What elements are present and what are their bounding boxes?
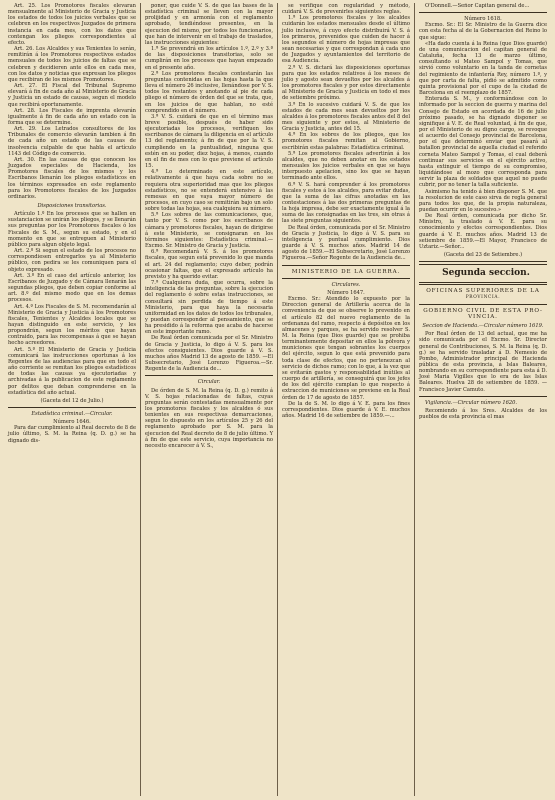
gazette-date: (Gaceta del 23 de Setiembre.) (443, 252, 523, 259)
col4-paragraph-2: «Ha dado cuenta á la Reina (que Dios guarde) de una comunicacion del capitan general de Cataluña, fecha 13 de marzo último, consultando si Mateo Sampol y Tomas, que sirvió como voluntario en la tanda de cornetas del regimiento de infantería Rey, número 1.º, y que por carta de falta, pidió se admitido como quinta provisional por el cupo de la ciudad de Barcelona en el reemplazo de 1857. (419, 40, 547, 97)
col2-rule-2: 2.ª Los promotores fiscales contestarán las preguntas contenidas en las hojas hasta la que lleva el número 26 inclusive, llenándose por V. S. todos los restantes y anotando al pie de cada pliego el número de órden del que se trata, que, en los juicios de que hablan, no esté comprendido en el número. (145, 70, 273, 114)
col2-rule-6: 6.ª Recomendará V. S. á los promotores fiscales, que segun está prevenido lo que manda el art. 24 del reglamento; cuyo deber, podrán ocasionar faltas, que el expresado artículo ha previsto y ha querido evitar. (145, 249, 273, 280)
col2-rule-1: 1.ª Se prevendrá en los artículos 1.º, 2.º y 3.º de las disposiciones transitorias, solo se cumplirán en los procesos que hayan empezado en el presente año. (145, 46, 273, 71)
transitional-article-2: Art. 2.º Si segun el estado de los procesos no correspondiesen entregarlos ya al Ministerio público, con pedira se les comuniquen para el objeto expresado. (8, 248, 136, 273)
divider (419, 304, 547, 305)
column-container (4, 3, 551, 796)
transitional-article-5: Art. 5.º El Ministerio de Gracia y Justicia comunicará las instrucciones oportunas á los Regentes de las audiencias para que en todo el año corriente se remitan los pliegos estadísticos de todas las causas ya ejecutoriadas y archivadas á la publicacion de este reglamento por delitos que deban comprenderse en la estadística del año actual. (8, 346, 136, 396)
col3-war-body: Excmo. Sr.: Atendido lo expuesto por la Direccion general de Artillería acerca de la conveniencia de que se observe lo prevenido en el artículo 82 del nuevo reglamento de la ordenanza del ramo, respecto á depósitos en los almacenes y parques, se ha servido resolver S. M. la Reina (que Dios guarde) que se prohiba terminantemente depositar en ellos la pólvora y municiones que tengan sobrantes los cuerpos del ejército, segun lo que está prevenido para toda clase de efectos, que no pertenezcan al servicio de dichos ramo; con lo que, á la vez que se evitarán gastos y responsabilidad inútiles al cuerpo de artillería, se conseguirá que los jefes de los del ejército cumplan lo que respecto á extraccion de municiones se previene en la Real órden de 17 de agosto de 1857. (282, 296, 410, 401)
col4-finance-body: Por Real órden de 13 del actual, que me ha sido comunicada por el Excmo. Sr. Director general de Contribuciones, S. M. la Reina (q. D. g.) se ha servido trasladar á D. Nemesio de Pombo, Administrador principal de Hacienda pública de esta provincia, á Islas Baleares, nombrando en su correspondiente para esta á D. José Maria Vigilles que lo era de las Islas Baleares. Huelva 28 de setiembre de 1859. —Francisco Javier Camuto. (419, 331, 547, 393)
circular-number: Número 1647. (327, 289, 365, 296)
double-divider (419, 282, 547, 286)
col3-war-signature: De la de S. M. lo digo á V. E. para los fines correspondientes. Dios guarde á V. E. muchos años. Madrid 16 de setiembre de 1859.—... (282, 400, 410, 419)
divider (8, 407, 136, 408)
col2-rule-5: 5.ª Los sobres de las comunicaciones, que, tanto por V. S. como por los escribanos de cámara y promotores fiscales, hayan de dirigirse á este Ministerio, se consignaran en los términos siguientes: Estadística criminal.—Excmo. Sr. Ministro de Gracia y Justicia. (145, 212, 273, 250)
col2-rule-4: 4.ª Lo determinado en este artículo, relativamente á que haya cada sobre no se requiera otra superioridad mas que los pliegos estadísticos, no se entenderá extensivo á las remesas en que vaya mayor número de procesos, en cuyo caso se remitirán bajo un solo sobre todas las hojas, sea cualquiera su número. (145, 169, 273, 213)
col3-rule-4: 4.ª En los sobres de los pliegos, que los promotores fiscales remitan al Gobierno, escribirán estas palabras: Estadística criminal. (282, 132, 410, 151)
divider (419, 12, 547, 13)
col4-paragraph-1: Excmo. Sr.: El Sr. Ministro de la Guerra dice con esta fecha al de la Gobernacion del Reino lo que sigue: (419, 22, 547, 41)
circular-heading: Estadística criminal.—Circular. (31, 411, 113, 417)
vigilance-heading: Vigilancia.—Circular número 1620. (425, 399, 518, 406)
circular-number: Número 1646. (53, 419, 91, 426)
column-4 (415, 3, 551, 796)
col2-signature: De Real órden comunicada por el Sr. Ministro de Gracia y Justicia, lo digo á V. S. para los efectos consiguientes. Dios guarde á V. S. muchos años Madrid 13 de agosto de 1859. —El Subsecretario, José Lorenzo Figueroa.—Sr. Regente de la Audiencia de... (145, 335, 273, 373)
divider (282, 278, 410, 279)
col2-rule-3: 3.ª V. S. cuidará de que en el término mas breve posible, después de haber sido ejecutoriadas los procesos, verifiquen los escribanos de cámara la diligencia en el artículo 13 del reglamento; á fin de que por la V. S. cumpliendo en la puntualidad, ninguna que estén en su poder, diez hojas, á menos, cuando en el fin de mes con lo que previene el artículo 15. (145, 113, 273, 170)
transitional-article-1: Artículo 1.º En los procesos que se hallen en sustanciacion se unirán los pliegos, y se llenarán sus preguntas por los Promotores fiscales ó los Fiscales de S. M., segun su estado, y en el momento en que se entreguen al Ministerio público para algun objeto legal. (8, 211, 136, 248)
transitional-heading: Disposiciones transitorias. (37, 203, 107, 209)
article-29: Art. 29. Los Letrados consultores de los Tribunales de comercio elevarán tambien á fin de cada año un estado de las causas de insolvencia culpable de que habla el artículo 1143 del Código de comercio. (8, 126, 136, 157)
article-26: Art. 26. Los Alcaldes y sus Tenientes lo serán, remitirán á los Promotores respectivos estados mensuales de todos los juicios de faltas que se celebren y decidieren ante ellos en cada mes, con los datos y noticias que expresan los pliegos que recibiran de los mismos Promotores. (8, 46, 136, 83)
col2-rule-7: 7.ª Cualquiera duda, que ocurra, sobre la inteligencia de las preguntas, sobre la ejecucion del reglamento ó sobre estas instrucciones, se consultará sin perdida de tiempo á este Ministerio, para que haya la necesaria uniformidad en los datos de todos los tribunales, y puedan corresponder al pensamiento, que se ha presidido á la reforma que acaba de hacerse en este importante ramo. (145, 280, 273, 336)
divider (282, 265, 410, 266)
col2-paragraph-1: poner, que cuide V. S. de que las bases de la estadística criminal se lleven con la mayor prolijidad y en armonía con el reglamento aprobado, tendiéndose presentes, en la ejecucion del mismo, por todos los funcionarios, que han de intervenir en el trabajo de traslados, las instrucciones siguientes: (145, 3, 273, 46)
col3-paragraph-1: se verifique con regularidad y método, cuidará V. S. de prevenirles siguientes reglas. (282, 3, 410, 16)
col3-signature: De Real órden, comunicada por el Sr. Ministro de Gracia y Justicia, lo digo á V. S. para su inteligencia y puntual cumplimiento. Dios guarde á V. S. muchos años. Madrid 14 de agosto de 1859.—El Subsecretario, José Lorenzo Figueroa.—Señor Regente de la Audiencia de... (282, 224, 410, 262)
col4-vigilance-body: Recomiendo á los Sres. Alcaldes de los pueblos de esta provincia el mas (419, 407, 547, 421)
section-heading: Segunda seccion. (442, 267, 530, 278)
circulares-heading: Circulares. (331, 281, 361, 288)
transitional-article-4: Art. 4.º Los Fiscales de S. M. recomendarán al Ministerio de Gracia y Justicia á los Promotores fiscales, Tenientes y Alcaldes locales que se hayan distinguido en este servicio, y les propondrán, segun los méritos que hayan contraido, para las recompensas á que se hayan hecho acreedores. (8, 303, 136, 347)
civil-government-heading-cont: VINCIA. (468, 313, 498, 320)
gazette-date: (Gaceta del 12 de Julio.) (40, 397, 104, 404)
transitional-article-3: Art. 3.º En el caso del artículo anterior, los Escribanos de Juzgado y de Cámara llenarán las segundas pliegos, que deben copiar conforme al art. 8.º del mismo modo que en los demas procesos. (8, 272, 136, 304)
finance-circular-heading: Seccion de Hacienda.—Circular número 1619. (422, 323, 544, 330)
col3-rule-3: 3.ª En lo sucesivo cuidará V. S. de que los estados de cada mes sean devueltos por los alcaldes á los promotores fiscales antes del 8 del mes siguiente y por estos, al Ministerio de Gracia y Justicia, antes del 15. (282, 101, 410, 133)
divider (419, 396, 547, 397)
circular-number: Número 1618. (464, 16, 502, 23)
divider (145, 375, 273, 376)
offices-heading-province: PROVINCIA. (465, 294, 501, 300)
circular-body: Para dar cumplimiento al Real decreto de 8 de julio último, S. M. la Reina (q. D. g.) se ha dignado dis- (8, 425, 136, 444)
col4-paragraph-4: Asimismo ha tenido á bien disponer S. M. que la resolucion de este caso sirva de regla general para todos los que, de la propia naturaleza, puedan ocurrir en lo sucesivo.» (419, 188, 547, 213)
col2-circular-body: De órden de S. M. la Reina (q. D. g.) remito á V. S. hojas relacionadas de faltas, cuyas preguntas serán contestadas mensualmente por los promotores fiscales y los alcaldes ó sus tenientes en sus respectivas demarcaciones, segun lo dispuesto en los artículos 25 y 26 del reglamento aprobado por S. M. para la ejecucion del Real decreto de 8 de julio último. Y á fin de que este servicio, cuya importancia no necesito encarecer á V. S., (145, 387, 273, 449)
col4-paragraph-3: Enterada S. M., y conformándose con lo informado por la seccion de guerra y marina del Consejo de Estado en acordada de 16 de julio próximo pasado, se ha dignado disponer se signifique á V. E. de Real voluntad, á fin de que, por el Ministerio de su digno cargo, se revoque el acuerdo del Consejo provincial de Barcelona, por el que determinó enviar que pasará al batallon provincial de aquella ciudad el referido corneta Mateo Sampol y Tomas, el cual deberá continuar sus servicios en el ejército activo, hasta extinguir el tiempo de su compromiso, liquidándose al mozo que corresponda para servir la plaza de soldados que aquel no puede cubrir, por no tener la talla suficiente. (419, 96, 547, 189)
double-divider (419, 261, 547, 265)
col3-rule-2: 2.ª V. S. dictará las disposiciones oportunas para que los estados relativos á los meses de julio y agosto sean devueltos por los alcaldes á los promotores fiscales y por estos directamente al Ministerio de Gracia y Justicia en todo el mes de setiembre próximo. (282, 64, 410, 102)
civil-government-heading: GOBIERNO CIVIL DE ESTA PRO- (423, 307, 543, 314)
col3-rule-6: 6.ª V. S. hará comprender á los promotores fiscales y estos á los alcaldes, para evitar dudas, que la suma de las cifras anotadas en las contestaciones á las dos primeras preguntas de la hoja impresa, debe ser exactamente igual á la suma de las consignadas en las tres, sin otras á las siete preguntas siguientes. (282, 181, 410, 225)
article-30: Art. 30. En las causas de que conocen los Juzgados especiales de Hacienda, los Promotores fiscales de los mismos y los Escribanos llenarán los pliegos estadísticos en los términos expresados en este reglamento para los Promotores fiscales de los Juzgados ordinarios. (8, 156, 136, 200)
article-28: Art. 28. Los Fiscales de imprenta elevarán igualmente á fin de cada año un estado con la forma que se determine. (8, 107, 136, 126)
circular-heading: Circular. (197, 379, 221, 386)
col3-rule-1: 1.ª Los promotores fiscales y los alcaldes cuidarán los estados mensuales desde el último julio inclusive, á cuyo efecto distribuirá V. S. á los primeros, prevenidos que cuiden de hacer á los segundos el número de hojas impresas que sean necesarias y que correspondan á cada uno de Juzgados y ayuntamientos del territorio de esa Audiencia. (282, 15, 410, 65)
article-25: Art. 25. Los Promotores fiscales elevaran mensualmente al Ministerio de Gracia y Justicia los estados de todos los juicios verbales que se celebren en los respectivos Juzgados de primera instancia en cada mes, con los datos que contengan los pliegos correspondientes al efecto. (8, 3, 136, 46)
col4-paragraph-5: De Real órden, comunicada por dicho Sr. Ministro, la traslado á V. E. para su conocimiento y efectos correspondientes. Dios guarde á V. E. muchos años. Madrid 13 de setiembre de 1859.—El Mayor, Francisco de Uztariz.—Señor... (419, 213, 547, 250)
column-1 (4, 3, 141, 796)
article-27: Art. 27. El Fiscal del Tribunal Supremo elevará á fin de cada año al Ministerio de Gracia y Justicia un estado de causas, segun el modelo que recibirá oportunamente. (8, 83, 136, 108)
col3-rule-5: 5.ª Los promotores fiscales advertirán á los alcaldes, que no deben anotar en los estados mensuales los juicios verbales en que se haya interpuesto apelacion, sino los que se hayan terminado ante ellos. (282, 150, 410, 182)
offices-heading: OFICINAS SUPERIORES DE LA (426, 288, 540, 295)
column-3 (278, 3, 415, 796)
col4-signature-top: O'Donnell.—Señor Capitan general de... (425, 3, 530, 9)
ministry-heading: MINISTERIO DE LA GUERRA. (291, 268, 401, 275)
column-2 (141, 3, 278, 796)
